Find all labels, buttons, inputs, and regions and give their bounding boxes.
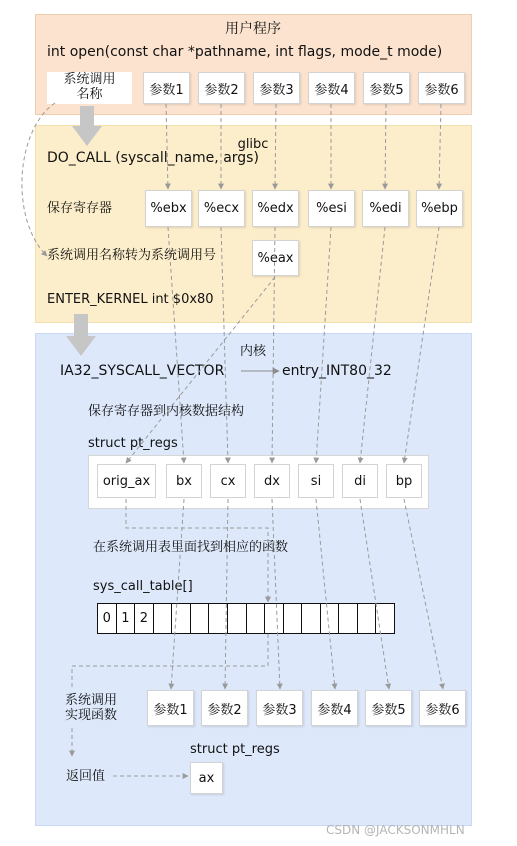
syscall-vector-label: IA32_SYSCALL_VECTOR bbox=[60, 363, 225, 379]
impl-param-4: 参数4 bbox=[311, 690, 358, 726]
user-param-2: 参数2 bbox=[198, 72, 245, 104]
save-registers-label: 保存寄存器 bbox=[47, 201, 113, 216]
sys-call-table-cell bbox=[171, 603, 191, 634]
sys-call-table-cell bbox=[338, 603, 358, 634]
sys-call-table-cell: 0 bbox=[97, 603, 117, 634]
impl-param-2: 参数2 bbox=[201, 690, 248, 726]
open-call-signature: int open(const char *pathname, int flags, mode_t mode) bbox=[47, 44, 443, 60]
sys-call-table-cell bbox=[375, 603, 395, 634]
sys-call-table bbox=[97, 603, 394, 634]
do-call-label: DO_CALL (syscall_name, args) bbox=[47, 150, 259, 166]
user-param-4: 参数4 bbox=[308, 72, 355, 104]
syscall-impl-line2: 实现函数 bbox=[64, 708, 117, 723]
reg-edx: %edx bbox=[252, 190, 299, 227]
reg-eax: %eax bbox=[252, 240, 299, 276]
sys-call-table-cell bbox=[227, 603, 247, 634]
syscall-name-line1: 系统调用 bbox=[63, 72, 116, 88]
sys-call-table-cell bbox=[153, 603, 173, 634]
pt-regs-orig-ax: orig_ax bbox=[97, 464, 156, 498]
user-param-6: 参数6 bbox=[418, 72, 465, 104]
kernel-title: 内核 bbox=[239, 344, 267, 359]
syscall-impl-line1: 系统调用 bbox=[64, 693, 117, 709]
impl-param-1: 参数1 bbox=[147, 690, 194, 726]
reg-esi: %esi bbox=[308, 190, 355, 227]
user-param-3: 参数3 bbox=[253, 72, 300, 104]
reg-ecx: %ecx bbox=[198, 190, 245, 227]
watermark: CSDN @JACKSONMHLN bbox=[326, 823, 465, 837]
pt-regs-bx: bx bbox=[166, 464, 202, 498]
pt-regs-dx: dx bbox=[254, 464, 290, 498]
sys-call-table-cell: 1 bbox=[116, 603, 136, 634]
pt-regs-bp: bp bbox=[386, 464, 422, 498]
syscall-name-line2: 名称 bbox=[76, 87, 103, 102]
sys-call-table-label: sys_call_table[] bbox=[93, 579, 193, 594]
pt-regs-di: di bbox=[342, 464, 378, 498]
sys-call-table-cell bbox=[357, 603, 377, 634]
impl-param-6: 参数6 bbox=[419, 690, 466, 726]
sys-call-table-cell bbox=[283, 603, 303, 634]
syscall-impl-label bbox=[57, 691, 125, 727]
return-ax: ax bbox=[190, 762, 223, 794]
impl-param-3: 参数3 bbox=[256, 690, 303, 726]
sys-call-table-cell bbox=[320, 603, 340, 634]
enter-kernel-label: ENTER_KERNEL int $0x80 bbox=[47, 292, 214, 307]
pt-regs-cx: cx bbox=[210, 464, 246, 498]
convert-name-to-number-label: 系统调用名称转为系统调用号 bbox=[47, 248, 217, 263]
glibc-title: glibc bbox=[237, 137, 269, 152]
sys-call-table-cell bbox=[264, 603, 284, 634]
return-value-label: 返回值 bbox=[66, 769, 106, 784]
entry-int80-label: entry_INT80_32 bbox=[282, 363, 392, 379]
syscall-name-box bbox=[47, 72, 132, 104]
user-program-title: 用户程序 bbox=[225, 21, 281, 37]
return-struct-label: struct pt_regs bbox=[190, 742, 280, 757]
pt-regs-si: si bbox=[298, 464, 334, 498]
reg-ebx: %ebx bbox=[145, 190, 192, 227]
sys-call-table-cell bbox=[190, 603, 210, 634]
sys-call-table-cell: 2 bbox=[134, 603, 154, 634]
user-param-5: 参数5 bbox=[363, 72, 410, 104]
find-function-label: 在系统调用表里面找到相应的函数 bbox=[93, 540, 289, 555]
reg-ebp: %ebp bbox=[416, 190, 463, 227]
reg-edi: %edi bbox=[362, 190, 409, 227]
sys-call-table-cell bbox=[208, 603, 228, 634]
pt-regs-label: struct pt_regs bbox=[88, 436, 178, 451]
impl-param-5: 参数5 bbox=[365, 690, 412, 726]
sys-call-table-cell bbox=[246, 603, 266, 634]
sys-call-table-cell bbox=[301, 603, 321, 634]
save-to-kernel-struct-label: 保存寄存器到内核数据结构 bbox=[88, 404, 245, 419]
user-param-1: 参数1 bbox=[143, 72, 190, 104]
